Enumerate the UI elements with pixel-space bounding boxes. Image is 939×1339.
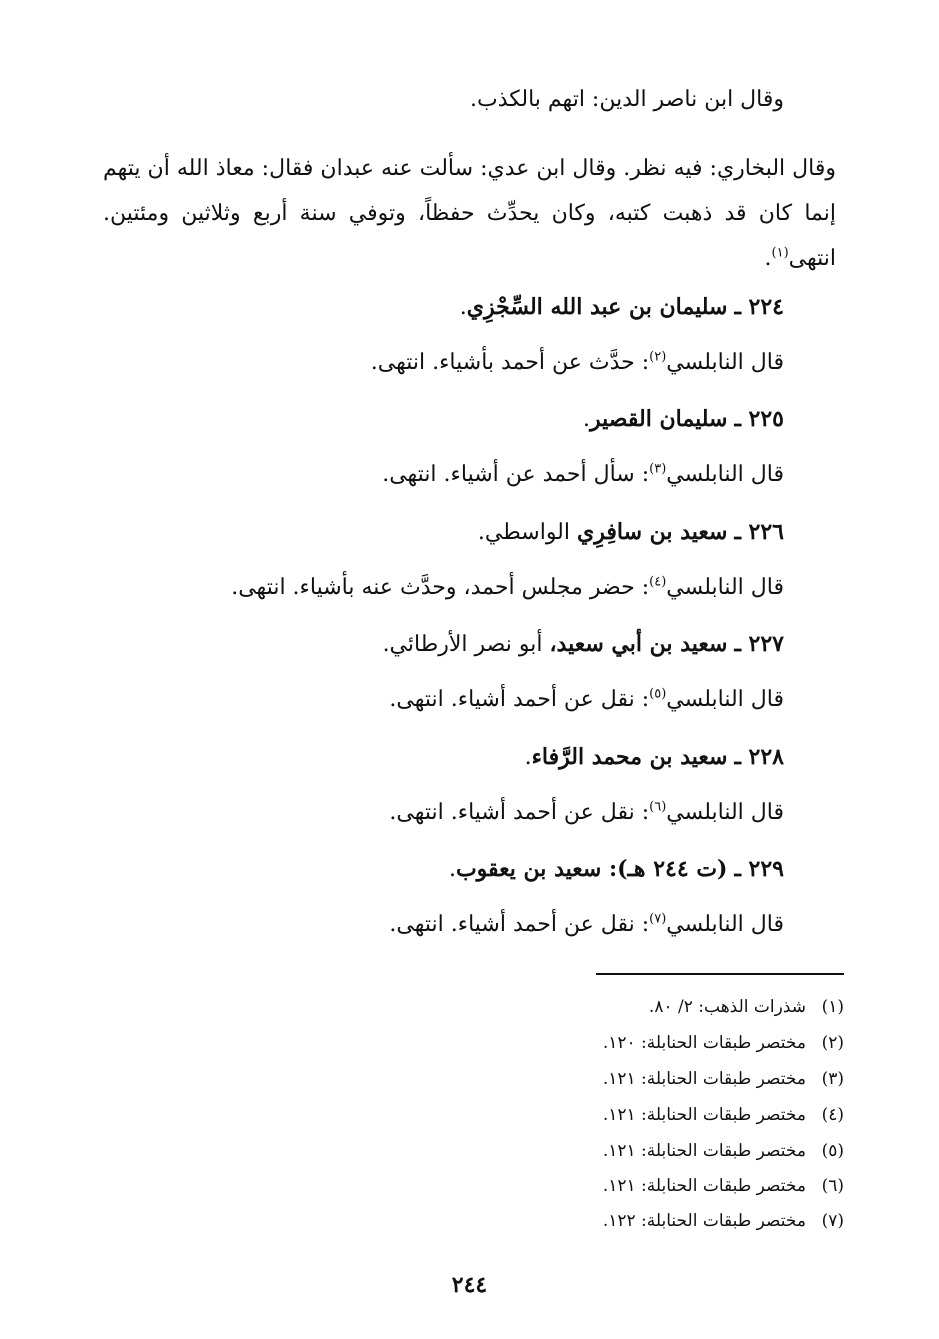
intro-line: وقال ابن ناصر الدين: اتهم بالكذب. [469,87,784,112]
quote-label: قال النابلسي [666,350,784,375]
footnote-text: مختصر طبقات الحنابلة: ١٢٠. [602,1033,806,1053]
quote-label: قال النابلسي [666,462,784,487]
footnote [603,1068,844,1090]
footnote [603,1210,844,1232]
footnote [603,1032,844,1054]
entry-tail: . [459,295,467,320]
entry-heading [383,630,784,659]
quote-text: : نقل عن أحمد أشياء. انتهى. [389,687,650,712]
entry-heading [460,293,784,322]
footnote-number: (٥) [821,1141,844,1161]
footnote-number: (١) [821,997,844,1017]
entry-quote [231,574,784,602]
footnote-text: مختصر طبقات الحنابلة: ١٢١. [602,1141,806,1161]
footnote-number: (٦) [821,1176,844,1196]
footnote-ref: (٥) [649,686,667,702]
quote-label: قال النابلسي [666,800,784,825]
entry-tail: . [524,745,532,770]
quote-label: قال النابلسي [666,687,784,712]
entry-name: سعيد بن سافِرِي [577,519,728,545]
quote-text: : سأل أحمد عن أشياء. انتهى. [382,462,650,487]
entry-quote [382,461,784,489]
quote-text: : نقل عن أحمد أشياء. انتهى. [389,912,650,937]
footnote-text: شذرات الذهب: ٢/ ٨٠. [648,997,806,1017]
footnote [603,1104,844,1126]
footnote-ref: (٢) [649,349,667,365]
footnote-ref: (٣) [649,461,667,477]
footnote-text: مختصر طبقات الحنابلة: ١٢١. [602,1105,806,1125]
footnote-ref: (٦) [649,799,667,815]
entry-name: سليمان القصير [590,406,728,432]
entry-heading [478,518,784,547]
quote-label: قال النابلسي [666,912,784,937]
entry-heading [525,743,784,772]
quote-text: : حدَّث عن أحمد بأشياء. انتهى. [370,350,650,375]
entry-heading [449,855,784,884]
entry-quote [389,799,784,827]
entry-tail: . [583,407,591,432]
intro-paragraph [103,146,836,281]
entry-quote [389,686,784,714]
footnote-ref: (٤) [649,574,667,590]
footnote-divider [596,973,844,975]
footnote-ref: (٧) [649,911,667,927]
entry-number: ٢٢٥ ـ [734,406,784,432]
intro-paragraph-text: وقال البخاري: فيه نظر. وقال ابن عدي: سألت عنه عبدان فقال: معاذ الله أن يتهم إنما كان قد ذهبت كتبه، وكان يحدِّث حفظاً، وتوفي سنة أربع وثلاثين ومئتين. انتهى [103,156,836,271]
page-number: ٢٤٤ [451,1272,488,1298]
footnote-text: مختصر طبقات الحنابلة: ١٢١. [602,1176,806,1196]
entry-number: ٢٢٧ ـ [734,631,784,657]
footnote-number: (٧) [821,1211,844,1231]
footnote [649,996,844,1018]
entry-number: ٢٢٤ ـ [734,294,784,320]
entry-number: ٢٢٨ ـ [734,744,784,770]
entry-tail: الواسطي. [477,520,577,545]
entry-name: (ت ٢٤٤ هـ): سعيد بن يعقوب [455,856,728,882]
entry-tail: . [448,857,456,882]
intro-paragraph-end: . [764,246,772,271]
entry-name: سعيد بن محمد الرَّفاء [531,744,728,770]
footnote [603,1140,844,1162]
quote-label: قال النابلسي [666,575,784,600]
entry-quote [371,349,784,377]
entry-tail: أبو نصر الأرطائي. [382,632,550,657]
footnote-text: مختصر طبقات الحنابلة: ١٢١. [602,1069,806,1089]
entry-name: سعيد بن أبي سعيد، [549,631,728,657]
entry-heading [583,405,784,434]
footnote-ref: (١) [771,245,789,261]
footnote-number: (٤) [821,1105,844,1125]
footnote-number: (٢) [821,1033,844,1053]
entry-quote [389,911,784,939]
entry-number: ٢٢٦ ـ [734,519,784,545]
footnote-number: (٣) [821,1069,844,1089]
entry-name: سليمان بن عبد الله السِّجْزِي [466,294,728,320]
quote-text: : حضر مجلس أحمد، وحدَّث عنه بأشياء. انتهى. [231,575,650,600]
quote-text: : نقل عن أحمد أشياء. انتهى. [389,800,650,825]
footnote [603,1175,844,1197]
footnote-text: مختصر طبقات الحنابلة: ١٢٢. [602,1211,806,1231]
entry-number: ٢٢٩ ـ [734,856,784,882]
